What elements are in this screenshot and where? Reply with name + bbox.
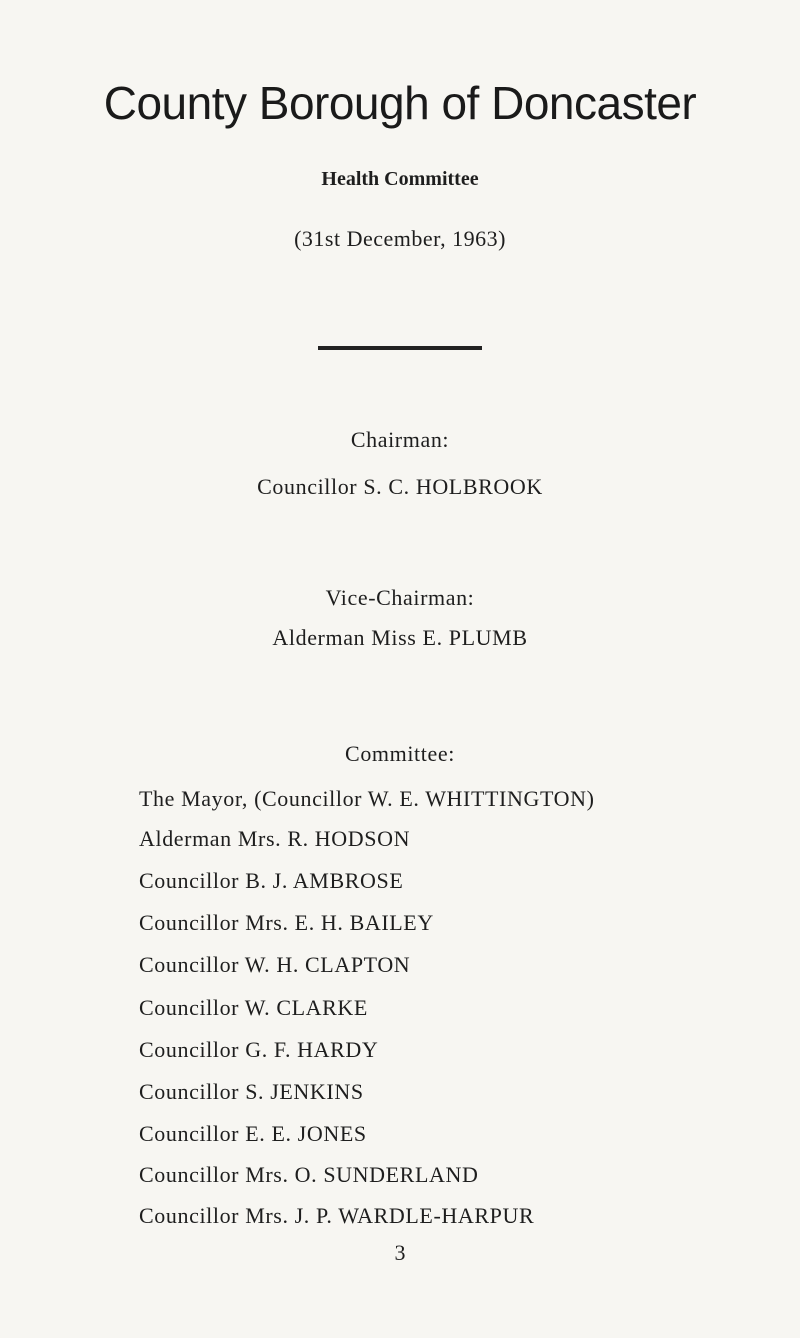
committee-member: Councillor S. JENKINS — [139, 1079, 364, 1104]
committee-member: Councillor Mrs. O. SUNDERLAND — [139, 1162, 479, 1187]
chairman-heading: Chairman: — [350, 427, 450, 452]
horizontal-rule — [318, 346, 482, 350]
vice-chairman-heading: Vice-Chairman: — [325, 585, 475, 610]
document-title: County Borough of Doncaster — [103, 77, 697, 129]
committee-member: Councillor W. H. CLAPTON — [139, 952, 411, 977]
committee-member: Councillor Mrs. E. H. BAILEY — [139, 910, 434, 935]
committee-name: Health Committee — [321, 168, 479, 190]
committee-member: Alderman Mrs. R. HODSON — [139, 826, 411, 851]
chairman-name: Councillor S. C. HOLBROOK — [257, 474, 543, 499]
committee-member: The Mayor, (Councillor W. E. WHITTINGTON) — [139, 786, 595, 811]
document-date: (31st December, 1963) — [294, 226, 506, 251]
committee-member: Councillor G. F. HARDY — [139, 1037, 379, 1062]
committee-member: Councillor E. E. JONES — [139, 1121, 367, 1146]
committee-member: Councillor Mrs. J. P. WARDLE-HARPUR — [139, 1203, 535, 1228]
committee-member: Councillor W. CLARKE — [139, 995, 368, 1020]
vice-chairman-name: Alderman Miss E. PLUMB — [272, 625, 528, 650]
committee-heading: Committee: — [345, 741, 455, 766]
committee-member: Councillor B. J. AMBROSE — [139, 868, 404, 893]
page-number: 3 — [394, 1240, 406, 1265]
